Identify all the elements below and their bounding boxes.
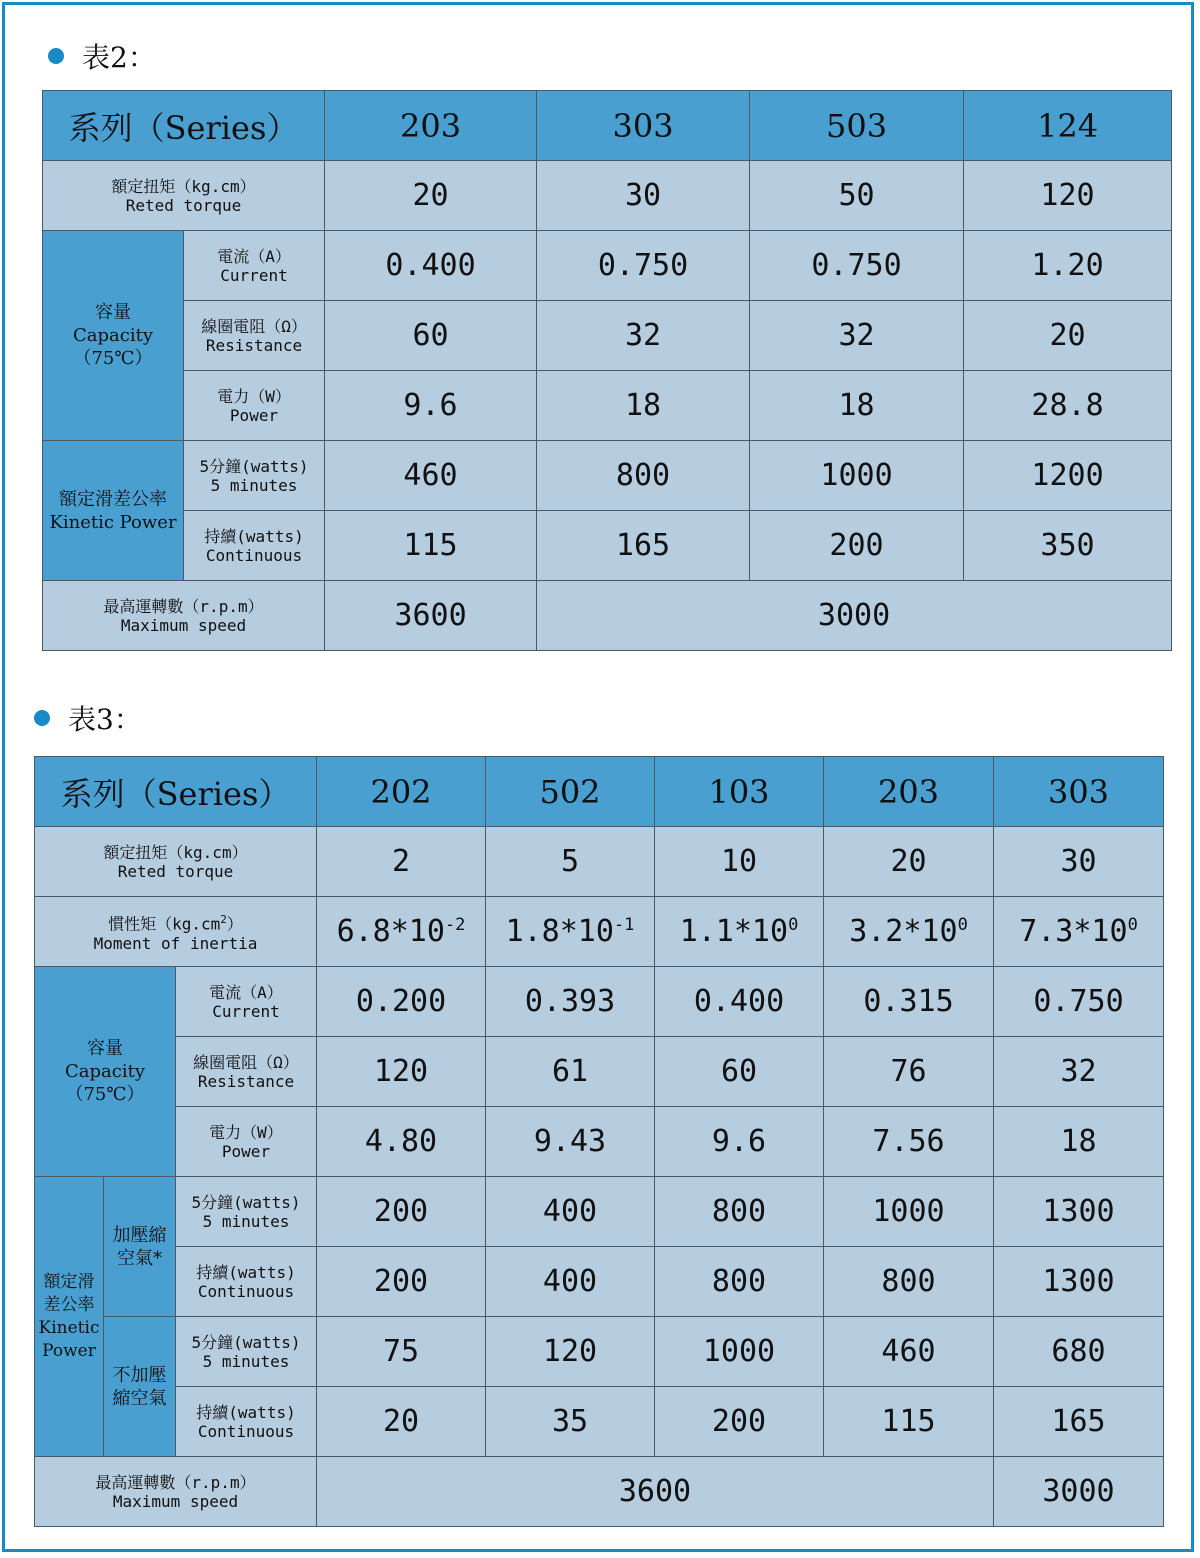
label-zh: 電流（A） bbox=[209, 982, 283, 1002]
table-cell: 1000 bbox=[655, 1317, 824, 1387]
table3-header-row bbox=[35, 757, 1164, 827]
table3-heading bbox=[34, 698, 142, 738]
series-header: 系列（Series） bbox=[43, 91, 325, 161]
row-label bbox=[176, 967, 317, 1037]
table-cell: 30 bbox=[994, 827, 1164, 897]
model-header: 124 bbox=[964, 91, 1172, 161]
table-cell: 800 bbox=[655, 1177, 824, 1247]
table-cell bbox=[317, 897, 486, 967]
table3-comp-five-min-row bbox=[35, 1177, 1164, 1247]
table-cell: 4.80 bbox=[317, 1107, 486, 1177]
table-cell: 32 bbox=[537, 301, 750, 371]
table-cell: 165 bbox=[994, 1387, 1164, 1457]
table2 bbox=[42, 90, 1172, 651]
table-cell: 20 bbox=[964, 301, 1172, 371]
table-cell: 800 bbox=[537, 441, 750, 511]
label-zh: 縮空氣 bbox=[112, 1387, 167, 1409]
label-en: Reted torque bbox=[125, 195, 242, 215]
table-cell: 20 bbox=[325, 161, 537, 231]
table2-header-row bbox=[43, 91, 1172, 161]
label-zh: 電力（W） bbox=[217, 386, 291, 406]
table-cell: 2 bbox=[317, 827, 486, 897]
table3-uncomp-continuous-row bbox=[35, 1387, 1164, 1457]
label-temp: （75℃） bbox=[73, 348, 153, 369]
table-cell: 1000 bbox=[750, 441, 964, 511]
row-label bbox=[176, 1107, 317, 1177]
value-exponent: -1 bbox=[613, 915, 635, 935]
table-cell: 400 bbox=[486, 1177, 655, 1247]
model-header: 502 bbox=[486, 757, 655, 827]
label-zh: 線圈電阻（Ω） bbox=[193, 1052, 299, 1072]
table-cell: 60 bbox=[325, 301, 537, 371]
label-en: Resistance bbox=[197, 1071, 295, 1091]
value-base: 6.8*10 bbox=[336, 914, 445, 949]
label-superscript: 2 bbox=[220, 913, 227, 927]
label-zh: 最高運轉數（r.p.m） bbox=[103, 596, 264, 616]
table-cell: 1200 bbox=[964, 441, 1172, 511]
compressed-air-label bbox=[104, 1177, 176, 1317]
row-label bbox=[184, 511, 325, 581]
table-cell: 0.400 bbox=[325, 231, 537, 301]
table-cell: 60 bbox=[655, 1037, 824, 1107]
table-cell: 9.43 bbox=[486, 1107, 655, 1177]
label-zh: 不加壓 bbox=[112, 1364, 167, 1386]
label-en: Power bbox=[221, 1141, 271, 1161]
label-en: Capacity bbox=[65, 1061, 145, 1082]
table-cell: 120 bbox=[964, 161, 1172, 231]
table-cell: 350 bbox=[964, 511, 1172, 581]
table-cell: 28.8 bbox=[964, 371, 1172, 441]
kinetic-group-label bbox=[35, 1177, 104, 1457]
value-exponent: 0 bbox=[1127, 915, 1138, 935]
label-zh: 空氣* bbox=[117, 1247, 162, 1269]
label-zh: 額定滑 bbox=[43, 1271, 95, 1292]
table2-power-row bbox=[43, 371, 1172, 441]
row-label bbox=[35, 897, 317, 967]
table3-uncomp-five-min-row bbox=[35, 1317, 1164, 1387]
table2-five-min-row bbox=[43, 441, 1172, 511]
row-label bbox=[176, 1247, 317, 1317]
label-en: Continuous bbox=[205, 545, 303, 565]
label-en: 5 minutes bbox=[202, 1351, 290, 1371]
table-cell: 18 bbox=[994, 1107, 1164, 1177]
table-cell: 20 bbox=[317, 1387, 486, 1457]
table3-comp-continuous-row bbox=[35, 1247, 1164, 1317]
label-zh: 最高運轉數（r.p.m） bbox=[95, 1472, 256, 1492]
row-label bbox=[43, 581, 325, 651]
table-cell: 115 bbox=[325, 511, 537, 581]
table-cell: 800 bbox=[824, 1247, 994, 1317]
label-zh: 持續(watts) bbox=[204, 526, 304, 546]
value-exponent: 0 bbox=[957, 915, 968, 935]
label-zh: 電力（W） bbox=[209, 1122, 283, 1142]
table-cell: 35 bbox=[486, 1387, 655, 1457]
table3-title: 表3： bbox=[68, 703, 142, 736]
table-cell: 0.400 bbox=[655, 967, 824, 1037]
table-cell: 165 bbox=[537, 511, 750, 581]
table-cell: 115 bbox=[824, 1387, 994, 1457]
label-en: Continuous bbox=[197, 1421, 295, 1441]
series-header: 系列（Series） bbox=[35, 757, 317, 827]
table-cell: 1300 bbox=[994, 1247, 1164, 1317]
bullet-dot-icon bbox=[34, 710, 50, 726]
table-cell: 200 bbox=[317, 1247, 486, 1317]
label-en: 5 minutes bbox=[202, 1211, 290, 1231]
table-cell: 18 bbox=[750, 371, 964, 441]
label-zh: 持續(watts) bbox=[196, 1402, 296, 1422]
label-zh: 持續(watts) bbox=[196, 1262, 296, 1282]
value-base: 1.1*10 bbox=[679, 914, 789, 949]
label-en: Kinetic bbox=[38, 1317, 100, 1338]
table2-torque-row bbox=[43, 161, 1172, 231]
table3-max-speed-row bbox=[35, 1457, 1164, 1527]
table-cell: 200 bbox=[750, 511, 964, 581]
label-en: Reted torque bbox=[117, 861, 234, 881]
label-zh: 5分鐘(watts) bbox=[191, 1332, 301, 1352]
table-cell: 18 bbox=[537, 371, 750, 441]
row-label bbox=[43, 161, 325, 231]
label-en: Maximum speed bbox=[120, 615, 247, 635]
table3-inertia-row bbox=[35, 897, 1164, 967]
table-cell: 200 bbox=[317, 1177, 486, 1247]
table-cell: 9.6 bbox=[655, 1107, 824, 1177]
capacity-group-label bbox=[35, 967, 176, 1177]
table-cell: 30 bbox=[537, 161, 750, 231]
label-en: Kinetic Power bbox=[49, 511, 177, 533]
table-cell: 800 bbox=[655, 1247, 824, 1317]
table-cell: 400 bbox=[486, 1247, 655, 1317]
value-exponent: 0 bbox=[788, 915, 799, 935]
label-zh bbox=[35, 910, 316, 933]
table-cell bbox=[486, 897, 655, 967]
table-cell: 9.6 bbox=[325, 371, 537, 441]
table-cell: 0.750 bbox=[537, 231, 750, 301]
value-base: 3.2*10 bbox=[849, 914, 958, 949]
table-cell: 5 bbox=[486, 827, 655, 897]
table-cell: 460 bbox=[325, 441, 537, 511]
label-en: 5 minutes bbox=[210, 475, 298, 495]
row-label bbox=[184, 441, 325, 511]
label-en: Maximum speed bbox=[112, 1491, 239, 1511]
label-zh-end: ） bbox=[226, 914, 243, 934]
table2-max-speed-row bbox=[43, 581, 1172, 651]
table-cell: 3600 bbox=[325, 581, 537, 651]
label-zh: 加壓縮 bbox=[112, 1224, 167, 1246]
table-cell: 120 bbox=[486, 1317, 655, 1387]
table-cell: 75 bbox=[317, 1317, 486, 1387]
table-cell: 32 bbox=[994, 1037, 1164, 1107]
table2-resistance-row bbox=[43, 301, 1172, 371]
label-temp: （75℃） bbox=[65, 1084, 145, 1105]
table2-heading bbox=[48, 36, 156, 76]
table-cell: 10 bbox=[655, 827, 824, 897]
capacity-group-label bbox=[43, 231, 184, 441]
table3 bbox=[34, 756, 1164, 1527]
table-cell: 1.20 bbox=[964, 231, 1172, 301]
label-en: Power bbox=[42, 1340, 96, 1361]
table-cell: 1300 bbox=[994, 1177, 1164, 1247]
table-cell bbox=[655, 897, 824, 967]
label-en: Continuous bbox=[197, 1281, 295, 1301]
label-en: Current bbox=[220, 265, 288, 285]
table-cell: 3600 bbox=[317, 1457, 994, 1527]
label-en: Capacity bbox=[73, 325, 153, 346]
table-cell: 76 bbox=[824, 1037, 994, 1107]
table2-current-row bbox=[43, 231, 1172, 301]
row-label bbox=[176, 1387, 317, 1457]
model-header: 203 bbox=[325, 91, 537, 161]
value-base: 1.8*10 bbox=[505, 914, 614, 949]
table-cell: 32 bbox=[750, 301, 964, 371]
label-zh: 線圈電阻（Ω） bbox=[201, 316, 307, 336]
label-zh: 容量 bbox=[87, 1038, 123, 1059]
row-label bbox=[184, 301, 325, 371]
table-cell: 0.750 bbox=[750, 231, 964, 301]
table-cell: 0.315 bbox=[824, 967, 994, 1037]
table3-resistance-row bbox=[35, 1037, 1164, 1107]
table-cell: 0.200 bbox=[317, 967, 486, 1037]
model-header: 303 bbox=[994, 757, 1164, 827]
label-zh-text: 慣性矩（kg.cm bbox=[108, 914, 221, 934]
row-label bbox=[184, 371, 325, 441]
label-zh: 容量 bbox=[95, 302, 131, 323]
model-header: 303 bbox=[537, 91, 750, 161]
table3-power-row bbox=[35, 1107, 1164, 1177]
uncompressed-air-label bbox=[104, 1317, 176, 1457]
row-label bbox=[176, 1317, 317, 1387]
model-header: 103 bbox=[655, 757, 824, 827]
model-header: 203 bbox=[824, 757, 994, 827]
table2-continuous-row bbox=[43, 511, 1172, 581]
label-en: Moment of inertia bbox=[93, 933, 258, 953]
label-zh: 差公率 bbox=[43, 1294, 95, 1315]
table-cell: 1000 bbox=[824, 1177, 994, 1247]
table3-torque-row bbox=[35, 827, 1164, 897]
model-header: 503 bbox=[750, 91, 964, 161]
table-cell: 20 bbox=[824, 827, 994, 897]
label-zh: 額定滑差公率 bbox=[59, 488, 167, 510]
table-cell: 50 bbox=[750, 161, 964, 231]
table-cell: 200 bbox=[655, 1387, 824, 1457]
table-cell: 120 bbox=[317, 1037, 486, 1107]
row-label bbox=[35, 1457, 317, 1527]
label-zh: 5分鐘(watts) bbox=[191, 1192, 301, 1212]
row-label bbox=[184, 231, 325, 301]
model-header: 202 bbox=[317, 757, 486, 827]
value-exponent: -2 bbox=[444, 915, 466, 935]
table-cell: 680 bbox=[994, 1317, 1164, 1387]
table-cell: 7.56 bbox=[824, 1107, 994, 1177]
table-cell: 460 bbox=[824, 1317, 994, 1387]
label-en: Power bbox=[229, 405, 279, 425]
table3-current-row bbox=[35, 967, 1164, 1037]
row-label bbox=[35, 827, 317, 897]
label-zh: 電流（A） bbox=[217, 246, 291, 266]
table-cell: 3000 bbox=[537, 581, 1172, 651]
label-en: Current bbox=[212, 1001, 280, 1021]
row-label bbox=[176, 1177, 317, 1247]
table-cell bbox=[824, 897, 994, 967]
row-label bbox=[176, 1037, 317, 1107]
label-zh: 額定扭矩（kg.cm） bbox=[103, 842, 248, 862]
label-en: Resistance bbox=[205, 335, 303, 355]
table-cell: 0.393 bbox=[486, 967, 655, 1037]
label-zh: 額定扭矩（kg.cm） bbox=[111, 176, 256, 196]
label-zh: 5分鐘(watts) bbox=[199, 456, 309, 476]
table-cell: 3000 bbox=[994, 1457, 1164, 1527]
value-base: 7.3*10 bbox=[1019, 914, 1128, 949]
table2-title: 表2： bbox=[82, 41, 156, 74]
table-cell: 0.750 bbox=[994, 967, 1164, 1037]
kinetic-group-label bbox=[43, 441, 184, 581]
table-cell: 61 bbox=[486, 1037, 655, 1107]
table-cell bbox=[994, 897, 1164, 967]
bullet-dot-icon bbox=[48, 48, 64, 64]
